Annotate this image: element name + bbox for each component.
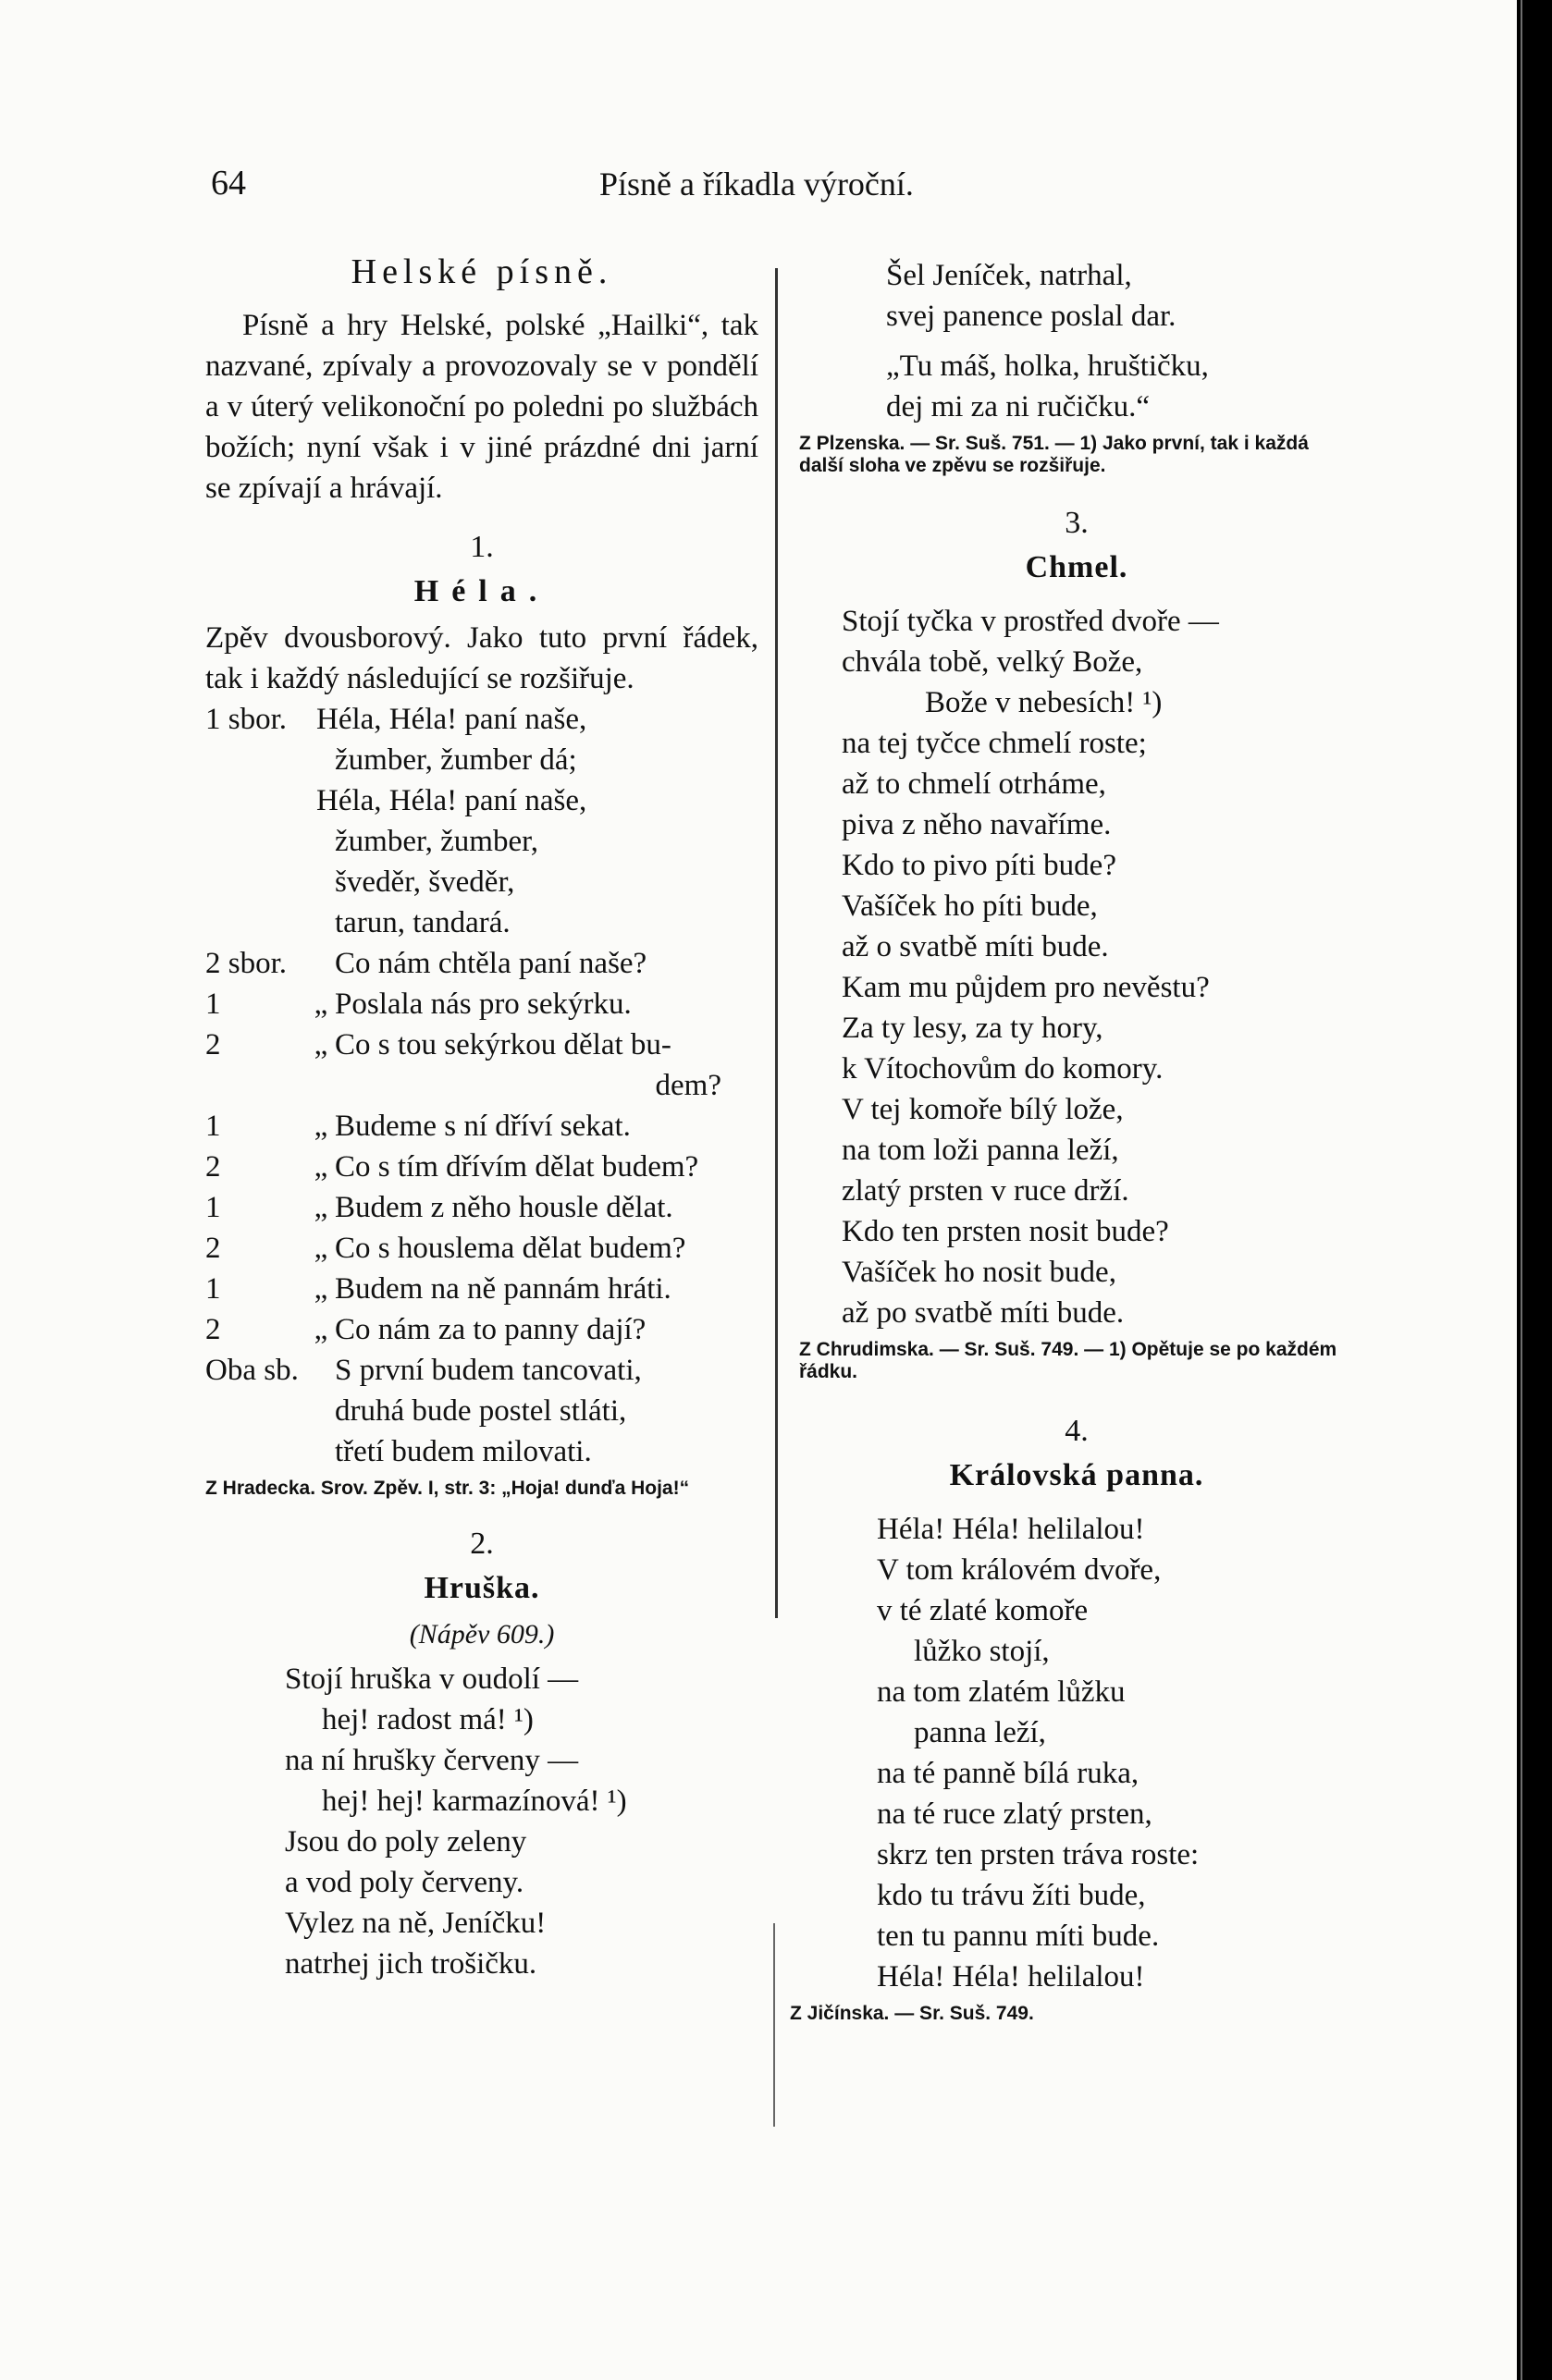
verse-line: v té zlaté komoře bbox=[877, 1594, 1089, 1627]
dialog-line: 2 „ Co s tím dřívím dělat budem? bbox=[205, 1150, 699, 1184]
dialog-line: 1 „ Poslala nás pro sekýrku. bbox=[205, 988, 632, 1021]
verse-line: žumber, žumber dá; bbox=[335, 743, 577, 777]
verse-line: natrhej jich trošičku. bbox=[285, 1947, 537, 1981]
song2-source: Z Plzenska. — Sr. Suš. 751. — 1) Jako první, tak i každá další sloha ve zpěvu se rozšiřuje. bbox=[799, 433, 1309, 476]
verse-line: na tom loži panna leží, bbox=[842, 1134, 1119, 1167]
dialog-line: 2 „ Co s tou sekýrkou dělat bu- bbox=[205, 1028, 671, 1061]
verse-line: Kdo ten prsten nosit bude? bbox=[842, 1215, 1169, 1248]
verse-line: žumber, žumber, bbox=[335, 825, 539, 858]
verse-line: 1 sbor. Héla, Héla! paní naše, bbox=[205, 703, 587, 736]
verse-line: ten tu pannu míti bude. bbox=[877, 1920, 1160, 1953]
verse-line: skrz ten prsten tráva roste: bbox=[877, 1838, 1200, 1871]
dialog-line: 2 „ Co nám za to panny dají? bbox=[205, 1313, 647, 1346]
verse-line: Šel Jeníček, natrhal, bbox=[886, 259, 1132, 292]
verse-line: na tej tyčce chmelí roste; bbox=[842, 727, 1147, 760]
verse-line: piva z něho navaříme. bbox=[842, 808, 1112, 841]
song1-number: 1. bbox=[470, 530, 494, 564]
verse-line: Héla, Héla! paní naše, bbox=[316, 784, 587, 817]
verse-line: k Vítochovům do komory. bbox=[842, 1052, 1164, 1086]
verse-line: Jsou do poly zeleny bbox=[285, 1825, 527, 1859]
verse-line: hej! radost má! ¹) bbox=[322, 1703, 534, 1736]
verse-line: až to chmelí otrháme, bbox=[842, 767, 1106, 801]
verse-line: V tom královém dvoře, bbox=[877, 1553, 1162, 1587]
verse-line: Vašíček ho píti bude, bbox=[842, 889, 1098, 923]
page-number: 64 bbox=[211, 164, 246, 202]
column-divider-lower bbox=[773, 1923, 775, 2127]
verse-line: Héla! Héla! helilalou! bbox=[877, 1960, 1145, 1994]
intro-paragraph bbox=[205, 305, 758, 509]
intro-text: Písně a hry Helské, polské „Hailki“, tak nazvané, zpívaly a provozovaly se v pondělí a v úterý velikonoční po poledni po službách božích; nyní však i v jiné prázdné dni jarní se zpívají a hrávají. bbox=[205, 309, 758, 505]
verse-line: Kdo to pivo píti bude? bbox=[842, 849, 1116, 882]
verse-line: dej mi za ni ručičku.“ bbox=[886, 390, 1150, 423]
verse-line: a vod poly červeny. bbox=[285, 1866, 524, 1899]
right-column bbox=[790, 255, 1354, 2032]
song1-description: Zpěv dvousborový. Jako tuto první řádek, tak i každý následující se rozšiřuje. bbox=[205, 621, 758, 695]
page-header bbox=[211, 163, 969, 209]
song1-dialog bbox=[205, 943, 758, 1472]
verse-line: svej panence poslal dar. bbox=[886, 300, 1176, 333]
verse-line: Stojí hruška v oudolí — bbox=[285, 1662, 579, 1696]
verse-line: Vašíček ho nosit bude, bbox=[842, 1256, 1116, 1289]
verse-line: až o svatbě míti bude. bbox=[842, 930, 1109, 963]
song2-lines-left bbox=[205, 1659, 758, 1984]
verse-line: V tej komoře bílý lože, bbox=[842, 1093, 1124, 1126]
verse-line: na té ruce zlatý prsten, bbox=[877, 1797, 1152, 1831]
song4-title: Královská panna. bbox=[949, 1458, 1204, 1492]
song3-lines bbox=[799, 601, 1354, 1333]
song3-source: Z Chrudimska. — Sr. Suš. 749. — 1) Opětuje se po každém řádku. bbox=[799, 1339, 1337, 1382]
verse-line: šveděr, šveděr, bbox=[335, 865, 515, 899]
song3-title: Chmel. bbox=[1025, 550, 1128, 584]
verse-line: na tom zlatém lůžku bbox=[877, 1675, 1126, 1709]
song2-melody-ref: (Nápěv 609.) bbox=[409, 1619, 555, 1650]
verse-line: chvála tobě, velký Bože, bbox=[842, 645, 1143, 679]
song1-source: Z Hradecka. Srov. Zpěv. I, str. 3: „Hoja! dunďa Hoja!“ bbox=[205, 1478, 690, 1499]
song2-number: 2. bbox=[470, 1527, 494, 1561]
verse-line: až po svatbě míti bude. bbox=[842, 1296, 1125, 1330]
song4-source: Z Jičínska. — Sr. Suš. 749. bbox=[790, 2003, 1034, 2024]
dialog-line: druhá bude postel stláti, bbox=[335, 1394, 627, 1428]
section-title: Helské písně. bbox=[351, 252, 613, 291]
song1-stanza bbox=[205, 699, 758, 943]
song2-lines-right bbox=[799, 255, 1354, 427]
verse-line: Stojí tyčka v prostřed dvoře — bbox=[842, 605, 1219, 638]
verse-line: Vylez na ně, Jeníčku! bbox=[285, 1907, 547, 1940]
verse-line: tarun, tandará. bbox=[335, 906, 511, 939]
verse-line: lůžko stojí, bbox=[914, 1635, 1050, 1668]
verse-line: Kam mu půjdem pro nevěstu? bbox=[842, 971, 1210, 1004]
song2-title: Hruška. bbox=[424, 1571, 540, 1605]
verse-line: Bože v nebesích! ¹) bbox=[925, 686, 1163, 719]
verse-line: panna leží, bbox=[914, 1716, 1046, 1749]
left-column bbox=[205, 246, 758, 1984]
verse-line: „Tu máš, holka, hruštičku, bbox=[886, 350, 1209, 383]
verse-line: Za ty lesy, za ty hory, bbox=[842, 1012, 1103, 1045]
running-title: Písně a říkadla výroční. bbox=[599, 166, 914, 202]
dialog-line: 2 „ Co s houslema dělat budem? bbox=[205, 1232, 686, 1265]
dialog-line: dem? bbox=[655, 1069, 721, 1102]
dialog-line: 1 „ Budem z něho housle dělat. bbox=[205, 1191, 673, 1224]
dialog-line: třetí budem milovati. bbox=[335, 1435, 592, 1468]
song3-number: 3. bbox=[1065, 506, 1089, 540]
dialog-line: 1 „ Budem na ně pannám hráti. bbox=[205, 1272, 671, 1306]
song4-lines bbox=[799, 1509, 1354, 1997]
page-edge bbox=[1521, 0, 1522, 2380]
verse-line: Héla! Héla! helilalou! bbox=[877, 1513, 1145, 1546]
dialog-line: 2 sbor. Co nám chtěla paní naše? bbox=[205, 947, 647, 980]
verse-line: hej! hej! karmazínová! ¹) bbox=[322, 1785, 627, 1818]
song1-title: Héla. bbox=[413, 574, 550, 608]
verse-line: kdo tu trávu žíti bude, bbox=[877, 1879, 1146, 1912]
dialog-line: 1 „ Budeme s ní dříví sekat. bbox=[205, 1110, 631, 1143]
verse-line: zlatý prsten v ruce drží. bbox=[842, 1174, 1129, 1208]
dialog-line: Oba sb. S první budem tancovati, bbox=[205, 1354, 642, 1387]
song4-number: 4. bbox=[1065, 1414, 1089, 1448]
column-divider bbox=[775, 268, 778, 1618]
verse-line: na té panně bílá ruka, bbox=[877, 1757, 1139, 1790]
verse-line: na ní hrušky červeny — bbox=[285, 1744, 579, 1777]
